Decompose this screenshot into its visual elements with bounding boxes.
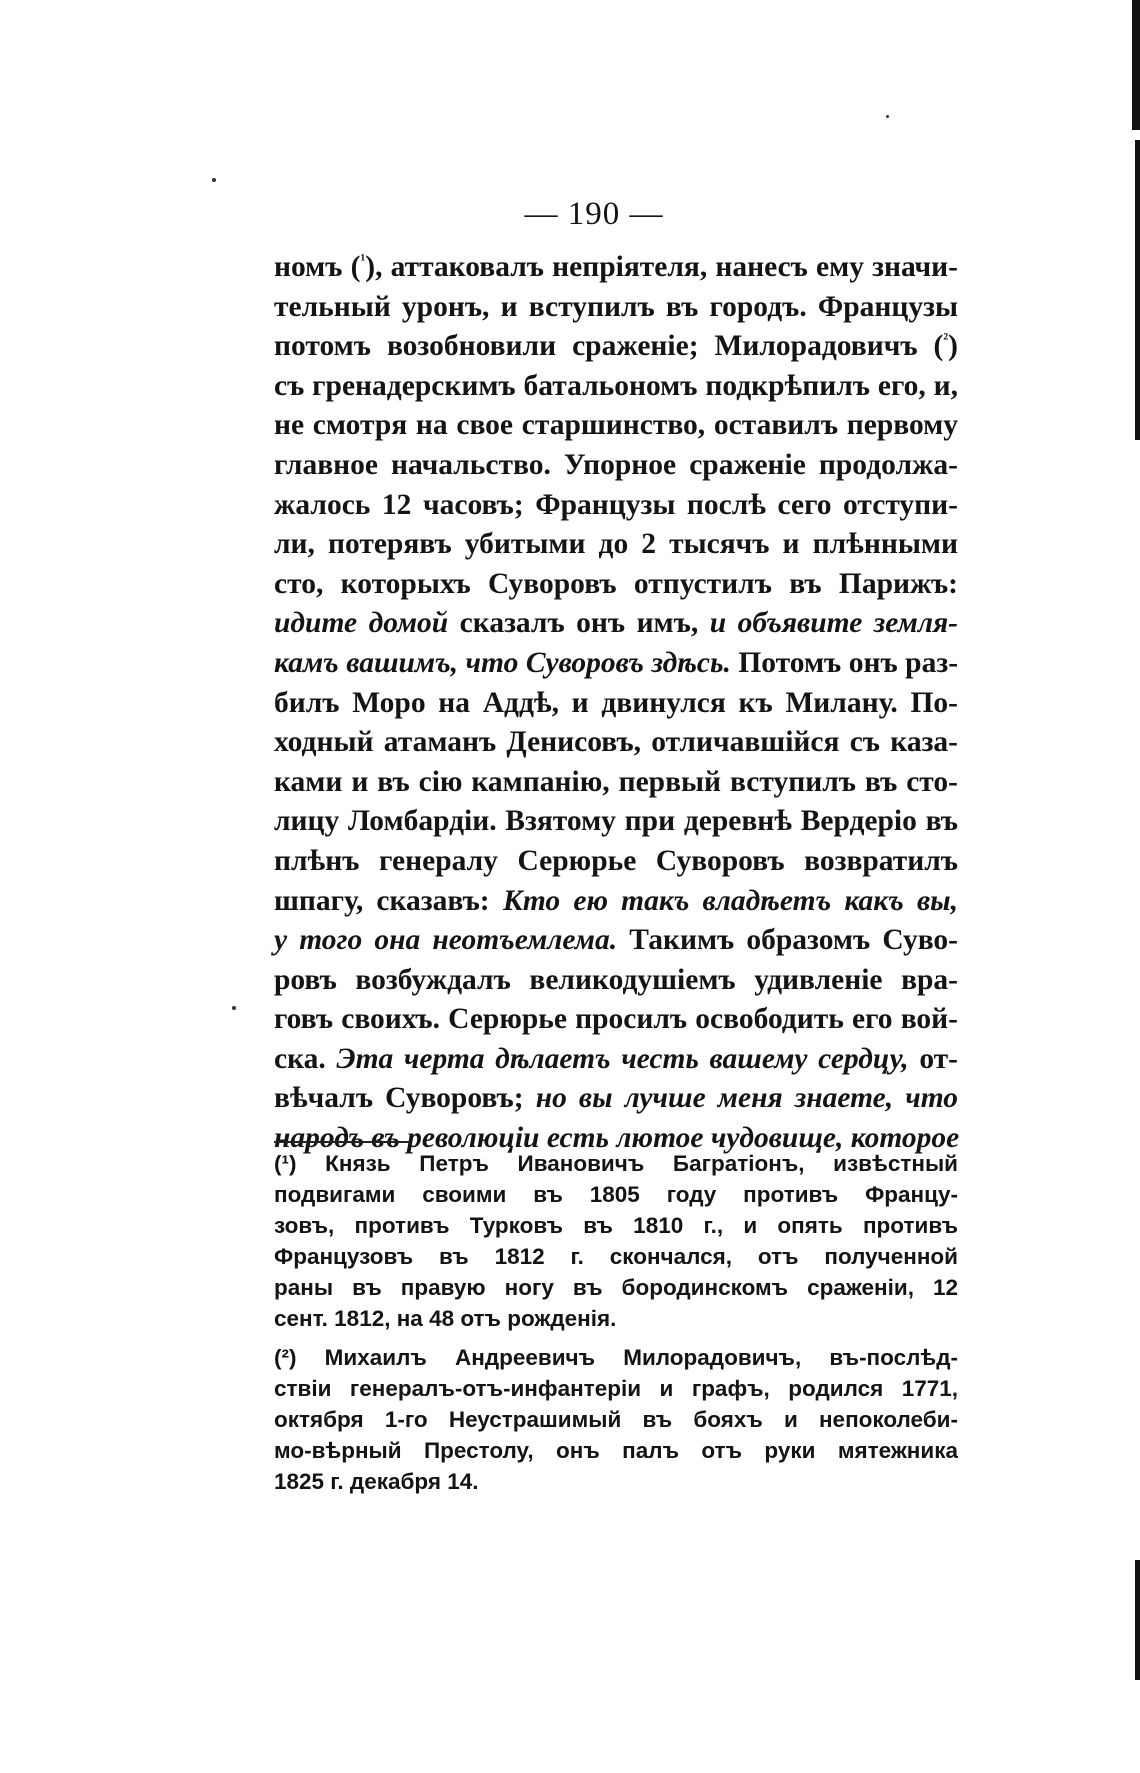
text-line: билъ Моро на Аддѣ, и двинулся къ Милану. По-	[274, 686, 958, 719]
footnote-line: Французовъ въ 1812 г. скончался, отъ полученной	[274, 1244, 958, 1269]
text-line: говъ своихъ. Серюрье просилъ освободить его вой-	[274, 1003, 958, 1036]
text-line: сто, которыхъ Суворовъ отпустилъ въ Парижъ:	[274, 567, 958, 600]
text-line: у того она неотъемлема. Такимъ образомъ Суво-	[274, 924, 958, 957]
text-line: идите домой сказалъ онъ имъ, и объявите земля-	[274, 607, 958, 640]
scan-edge-mark	[1135, 140, 1140, 440]
text-line: ска. Эта черта дѣлаетъ честь вашему сердцу, от-	[274, 1042, 958, 1075]
text-line: ли, потерявъ убитыми до 2 тысячъ и плѣнными	[274, 528, 958, 561]
text-line: ровъ возбуждалъ великодушіемъ удивленіе вра-	[274, 963, 958, 996]
text-line: шпагу, сказавъ: Кто ею такъ владѣетъ какъ вы,	[274, 884, 958, 917]
footnote-line: мо-вѣрный Престолу, онъ палъ отъ руки мятежника	[274, 1438, 958, 1463]
footnote-line: 1825 г. декабря 14.	[274, 1469, 479, 1494]
text-line: плѣнъ генералу Серюрье Суворовъ возвратилъ	[274, 844, 958, 877]
footnote-line: сент. 1812, на 48 отъ рожденія.	[274, 1306, 617, 1331]
footnote-2	[274, 1342, 958, 1497]
scan-edge-mark	[1132, 0, 1140, 130]
footnote-line: раны въ правую ногу въ бородинскомъ сраженіи, 12	[274, 1275, 958, 1300]
footnote-line: зовъ, противъ Турковъ въ 1810 г., и опять противъ	[274, 1213, 958, 1238]
text-line: съ гренадерскимъ батальономъ подкрѣпилъ его, и,	[274, 369, 958, 402]
footnote-line: подвигами своими въ 1805 году противъ Францу-	[274, 1182, 958, 1207]
footnote-line: октября 1-го Неустрашимый въ бояхъ и непоколеби-	[274, 1407, 958, 1432]
scan-speck	[232, 1006, 236, 1010]
text-line: народъ въ революціи есть лютое чудовище, которое	[274, 1122, 960, 1155]
text-line: ками и въ сію кампанію, первый вступилъ въ сто-	[274, 765, 958, 798]
footnote-line: ствіи генералъ-отъ-инфантеріи и графъ, родился 1771,	[274, 1376, 958, 1401]
text-line: вѣчалъ Суворовъ; но вы лучше меня знаете, что	[274, 1082, 958, 1115]
text-line: не смотря на свое старшинство, оставилъ первому	[274, 409, 958, 442]
text-line: тельный уронъ, и вступилъ въ городъ. Французы	[274, 290, 958, 323]
scan-edge-mark	[1135, 1560, 1140, 1680]
footnote-1	[274, 1148, 958, 1334]
scan-speck	[886, 115, 889, 118]
body-text	[274, 248, 958, 1159]
footnote-line: (¹) Князь Петръ Ивановичъ Багратіонъ, извѣстный	[274, 1151, 958, 1176]
text-line: жалось 12 часовъ; Французы послѣ сего отступи-	[274, 488, 958, 521]
footnotes	[274, 1148, 958, 1497]
scan-speck	[212, 178, 216, 182]
page-number: — 190 —	[524, 196, 664, 232]
text-line: камъ вашимъ, что Суворовъ здѣсь. Потомъ онъ раз-	[274, 646, 959, 679]
text-line: главное начальство. Упорное сраженіе продолжа-	[274, 448, 958, 481]
text-line: ходный атаманъ Денисовъ, отличавшійся съ каза-	[274, 726, 958, 759]
text-line: лицу Ломбардіи. Взятому при деревнѣ Вердеріо въ	[274, 805, 958, 838]
text-line: потомъ возобновили сраженіе; Милорадовичъ ($^{^2}$)	[274, 330, 958, 363]
footnote-separator	[274, 1141, 410, 1143]
text-line: номъ ($^{^1}$), аттаковалъ непріятеля, нанесъ ему значи-	[274, 251, 958, 283]
footnote-line: (²) Михаилъ Андреевичъ Милорадовичъ, въ-послѣд-	[274, 1345, 958, 1370]
